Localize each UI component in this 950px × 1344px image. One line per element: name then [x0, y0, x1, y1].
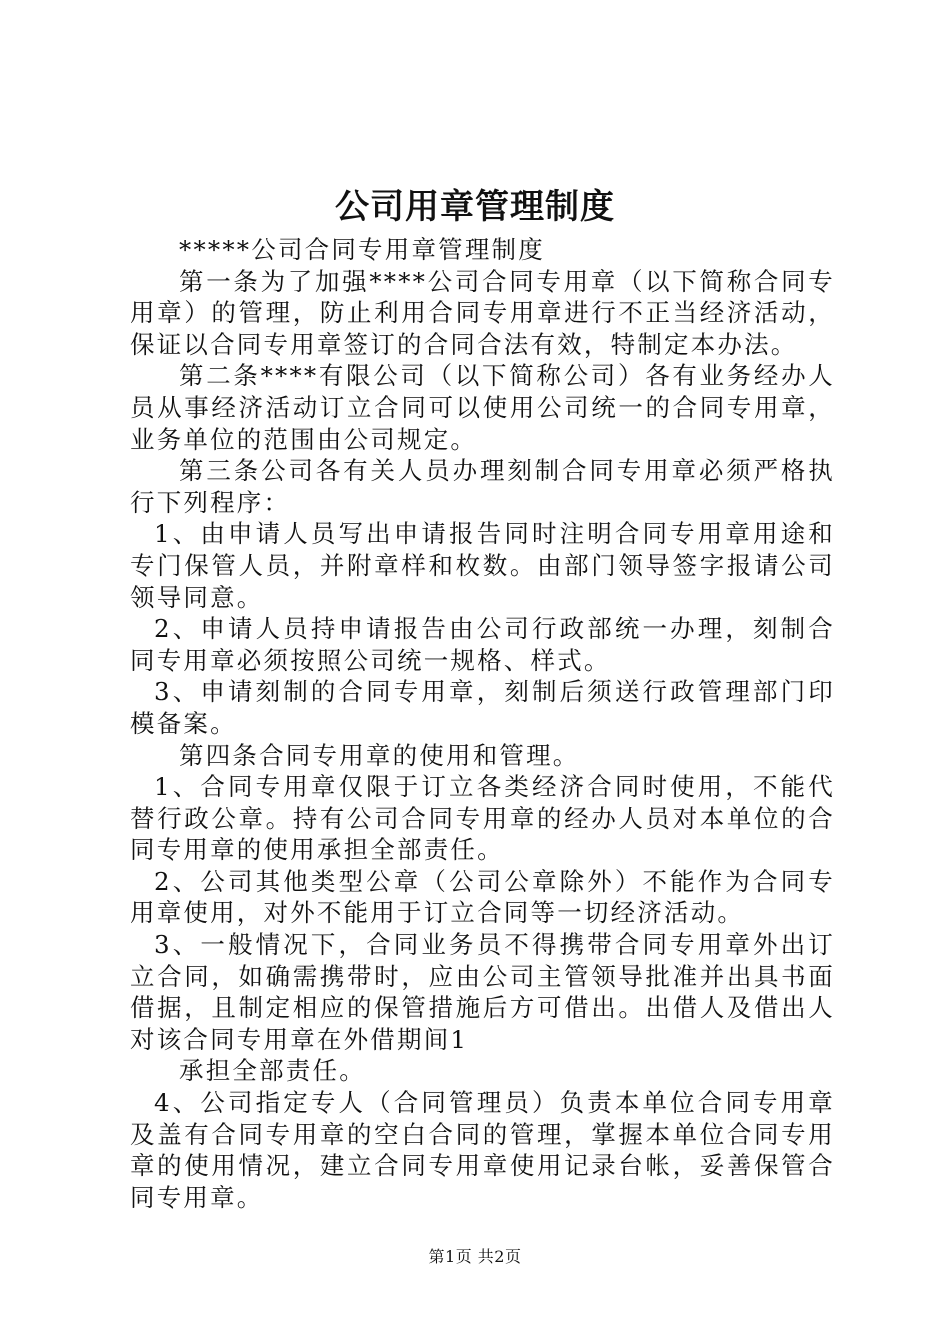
paragraph: 3、申请刻制的合同专用章，刻制后须送行政管理部门印模备案。: [130, 677, 835, 738]
page-footer: 第1页 共2页: [428, 1247, 522, 1266]
paragraph: 承担全部责任。: [179, 1056, 366, 1086]
paragraph: 第三条公司各有关人员办理刻制合同专用章必须严格执行下列程序：: [130, 456, 835, 517]
paragraph: 第四条合同专用章的使用和管理。: [179, 740, 580, 770]
paragraph: 1、由申请人员写出申请报告同时注明合同专用章用途和专门保管人员，并附章样和枚数。由部门领导签字报请公司领导同意。: [130, 519, 835, 612]
paragraph: 2、公司其他类型公章（公司公章除外）不能作为合同专用章使用，对外不能用于订立合同等一切经济活动。: [130, 866, 835, 928]
paragraph: *****公司合同专用章管理制度: [179, 235, 545, 264]
paragraph: 第一条为了加强****公司合同专用章（以下简称合同专用章）的管理，防止利用合同专用章进行不正当经济活动，保证以合同专用章签订的合同合法有效，特制定本办法。: [130, 266, 835, 359]
paragraph: 第二条****有限公司（以下简称公司）各有业务经办人员从事经济活动订立合同可以使用公司统一的合同专用章，业务单位的范围由公司规定。: [130, 361, 835, 454]
paragraph: 3、一般情况下，合同业务员不得携带合同专用章外出订立合同，如确需携带时，应由公司主管领导批准并出具书面借据，且制定相应的保管措施后方可借出。出借人及借出人对该合同专用章在外借期间1: [130, 930, 835, 1054]
paragraph: 2、申请人员持申请报告由公司行政部统一办理，刻制合同专用章必须按照公司统一规格、样式。: [130, 614, 835, 675]
document-body: [130, 234, 835, 1213]
paragraph: 1、合同专用章仅限于订立各类经济合同时使用，不能代替行政公章。持有公司合同专用章的经办人员对本单位的合同专用章的使用承担全部责任。: [130, 772, 835, 865]
document-title: 公司用章管理制度: [335, 187, 615, 227]
paragraph: 4、公司指定专人（合同管理员）负责本单位合同专用章及盖有合同专用章的空白合同的管理，掌握本单位合同专用章的使用情况，建立合同专用章使用记录台帐，妥善保管合同专用章。: [130, 1088, 835, 1212]
